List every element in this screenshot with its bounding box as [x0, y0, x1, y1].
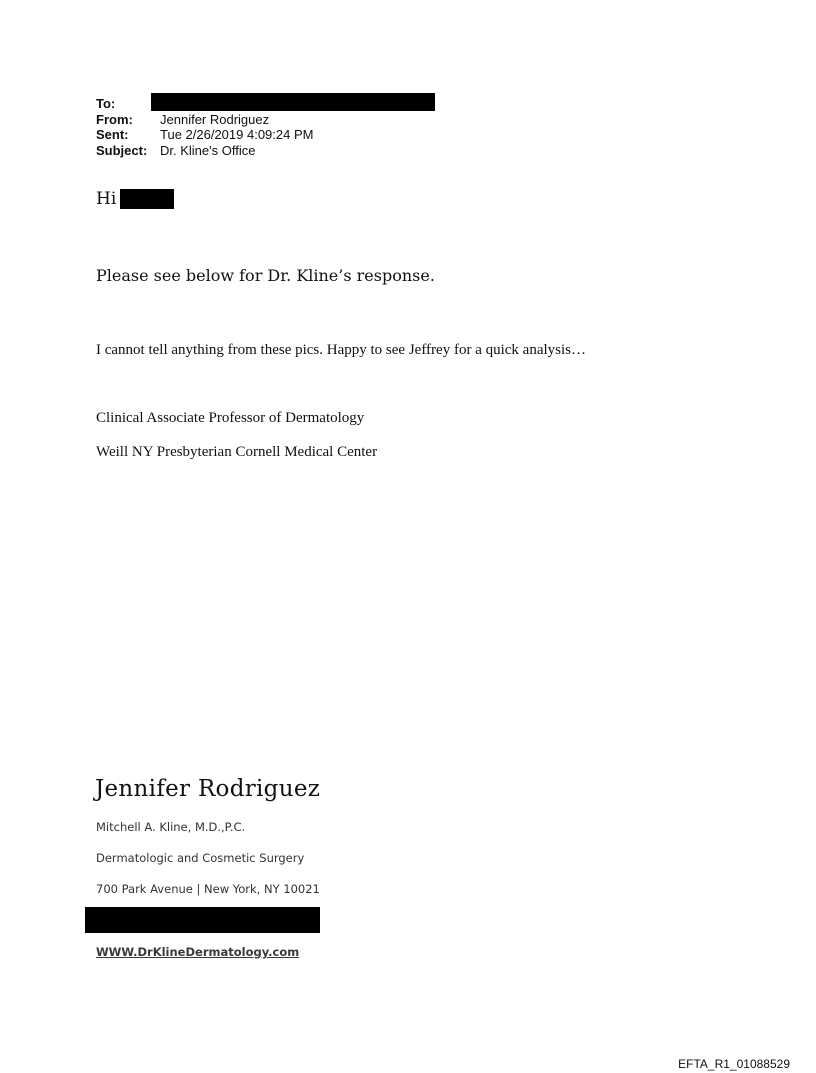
medical-center: Weill NY Presbyterian Cornell Medical Center	[96, 444, 378, 460]
subject-row	[96, 143, 313, 159]
from-value: Jennifer Rodriguez	[160, 111, 270, 127]
document-id: EFTA_R1_01088529	[678, 1057, 790, 1071]
signature-practice: Mitchell A. Kline, M.D.,P.C.	[96, 820, 246, 834]
from-label: From:	[96, 111, 133, 127]
sent-row	[96, 127, 313, 143]
greeting-text: Hi	[96, 189, 117, 209]
website-link[interactable]: WWW.DrKlineDermatology.com	[96, 945, 300, 959]
message-text: I cannot tell anything from these pics. Happy to see Jeffrey for a quick analysis…	[96, 342, 586, 358]
signature-name: Jennifer Rodriguez	[95, 776, 321, 802]
sent-value: Tue 2/26/2019 4:09:24 PM	[160, 127, 314, 142]
greeting-redaction-bar	[120, 189, 174, 209]
greeting	[96, 189, 174, 209]
subject-label: Subject:	[96, 142, 148, 158]
intro-line: Please see below for Dr. Kline’s response.	[96, 266, 435, 285]
subject-value: Dr. Kline's Office	[160, 142, 256, 158]
signature-address: 700 Park Avenue | New York, NY 10021	[96, 882, 320, 896]
professor-title: Clinical Associate Professor of Dermatology	[96, 410, 365, 426]
signature-specialty: Dermatologic and Cosmetic Surgery	[96, 851, 305, 865]
to-label: To:	[96, 96, 116, 111]
signature-redaction-bar	[85, 907, 320, 933]
from-row	[96, 112, 313, 128]
sent-label: Sent:	[96, 127, 129, 142]
to-redaction-bar	[151, 93, 435, 111]
